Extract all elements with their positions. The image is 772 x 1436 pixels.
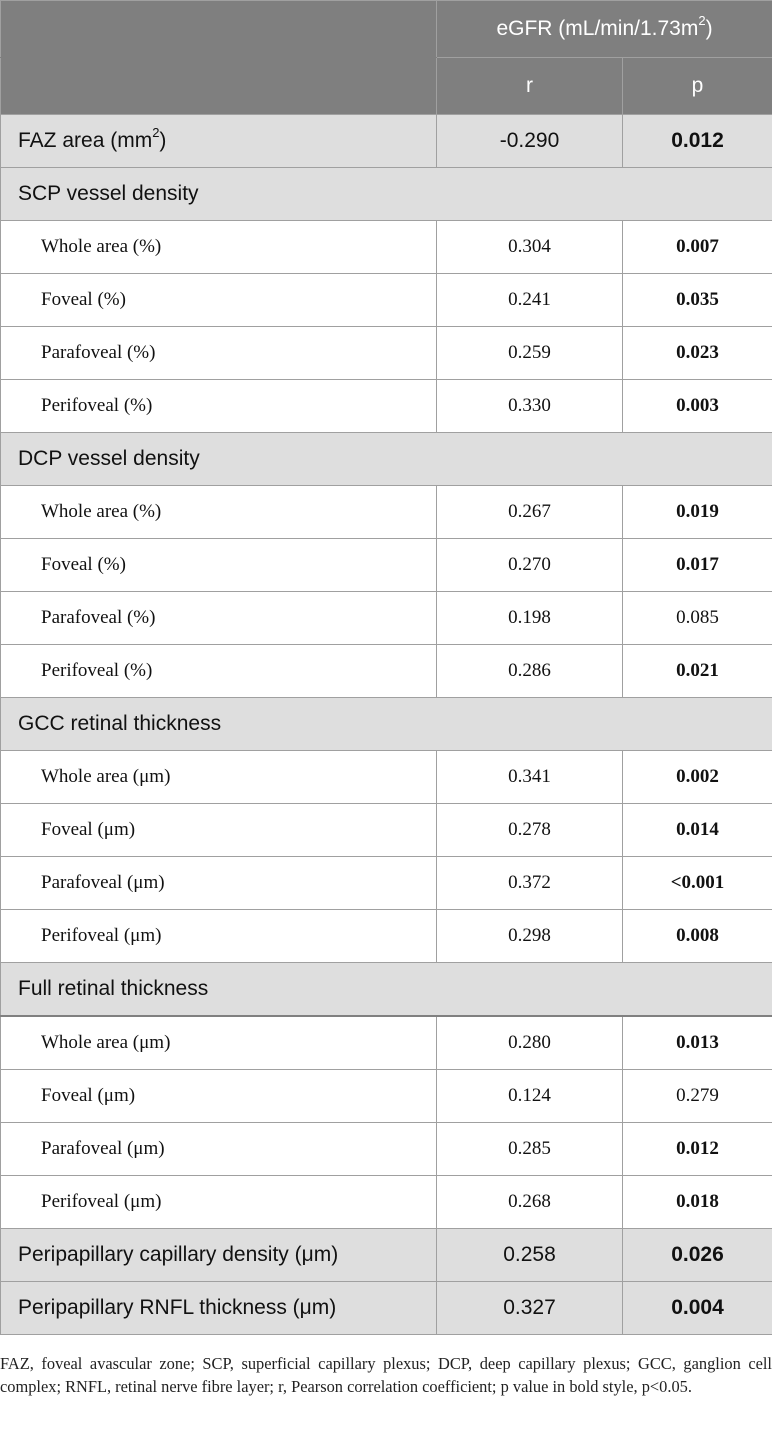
table-row-peripapillary-capillary <box>1 1229 772 1282</box>
section-header-scp <box>1 168 772 221</box>
section-title: GCC retinal thickness <box>1 698 772 751</box>
table-row <box>1 910 772 963</box>
row-label: Parafoveal (%) <box>1 592 437 645</box>
r-value: 0.268 <box>437 1176 623 1229</box>
p-value: 0.085 <box>623 592 772 645</box>
r-value: 0.327 <box>437 1282 623 1335</box>
r-value: 0.124 <box>437 1070 623 1123</box>
p-value: 0.004 <box>623 1282 772 1335</box>
row-label: Foveal (%) <box>1 274 437 327</box>
r-value: -0.290 <box>437 115 623 168</box>
row-label: Perifoveal (μm) <box>1 910 437 963</box>
section-title: SCP vessel density <box>1 168 772 221</box>
row-label: Foveal (%) <box>1 539 437 592</box>
row-label: Peripapillary capillary density (μm) <box>1 1229 437 1282</box>
p-value: 0.008 <box>623 910 772 963</box>
row-label: Parafoveal (μm) <box>1 857 437 910</box>
r-value: 0.259 <box>437 327 623 380</box>
r-value: 0.280 <box>437 1016 623 1070</box>
p-value: 0.014 <box>623 804 772 857</box>
p-value: 0.021 <box>623 645 772 698</box>
table-row <box>1 1070 772 1123</box>
row-label: Perifoveal (μm) <box>1 1176 437 1229</box>
row-label: Parafoveal (μm) <box>1 1123 437 1176</box>
row-label: Whole area (%) <box>1 221 437 274</box>
r-value: 0.298 <box>437 910 623 963</box>
header-corner-cell <box>1 1 437 58</box>
row-label: Whole area (μm) <box>1 1016 437 1070</box>
r-value: 0.286 <box>437 645 623 698</box>
p-value: 0.017 <box>623 539 772 592</box>
p-value: 0.012 <box>623 1123 772 1176</box>
header-p: p <box>623 58 772 115</box>
r-value: 0.241 <box>437 274 623 327</box>
p-value: 0.012 <box>623 115 772 168</box>
r-value: 0.330 <box>437 380 623 433</box>
section-header-dcp <box>1 433 772 486</box>
p-value: 0.007 <box>623 221 772 274</box>
table-row <box>1 804 772 857</box>
p-value: 0.026 <box>623 1229 772 1282</box>
r-value: 0.278 <box>437 804 623 857</box>
p-value: 0.279 <box>623 1070 772 1123</box>
table-row <box>1 327 772 380</box>
p-value: 0.035 <box>623 274 772 327</box>
table-row <box>1 751 772 804</box>
row-label: Whole area (μm) <box>1 751 437 804</box>
row-label: Parafoveal (%) <box>1 327 437 380</box>
r-value: 0.304 <box>437 221 623 274</box>
table-row <box>1 645 772 698</box>
r-value: 0.198 <box>437 592 623 645</box>
p-value: 0.003 <box>623 380 772 433</box>
table-row-peripapillary-rnfl <box>1 1282 772 1335</box>
table-row <box>1 221 772 274</box>
table-footnote: FAZ, foveal avascular zone; SCP, superficial capillary plexus; DCP, deep capillary plexus; GCC, ganglion cell complex; RNFL, retinal nerve fibre layer; r, Pearson correlation coefficient; p value in bold style, p<0.05. <box>0 1354 772 1396</box>
table-row <box>1 1176 772 1229</box>
table-row <box>1 1016 772 1070</box>
table-row <box>1 486 772 539</box>
table-row-faz <box>1 115 772 168</box>
row-label: Perifoveal (%) <box>1 645 437 698</box>
p-value: 0.023 <box>623 327 772 380</box>
section-header-gcc <box>1 698 772 751</box>
row-label: Perifoveal (%) <box>1 380 437 433</box>
p-value: 0.002 <box>623 751 772 804</box>
r-value: 0.341 <box>437 751 623 804</box>
p-value: 0.013 <box>623 1016 772 1070</box>
header-r: r <box>437 58 623 115</box>
row-label: FAZ area $(mm^2)$ <box>1 115 437 168</box>
r-value: 0.258 <box>437 1229 623 1282</box>
table-row <box>1 857 772 910</box>
row-label: Foveal (μm) <box>1 804 437 857</box>
header-corner-cell-lower <box>1 58 437 115</box>
r-value: 0.285 <box>437 1123 623 1176</box>
table-row <box>1 539 772 592</box>
section-title: DCP vessel density <box>1 433 772 486</box>
r-value: 0.267 <box>437 486 623 539</box>
row-label: Peripapillary RNFL thickness (μm) <box>1 1282 437 1335</box>
section-title: Full retinal thickness <box>1 963 772 1017</box>
p-value: 0.019 <box>623 486 772 539</box>
table-row <box>1 592 772 645</box>
row-label: Foveal (μm) <box>1 1070 437 1123</box>
table-row <box>1 1123 772 1176</box>
r-value: 0.270 <box>437 539 623 592</box>
p-value: 0.018 <box>623 1176 772 1229</box>
header-egfr: eGFR $(mL/\min/1.73m^2)$ <box>437 1 772 58</box>
table-header <box>1 1 772 115</box>
p-value: <0.001 <box>623 857 772 910</box>
row-label: Whole area (%) <box>1 486 437 539</box>
table-row <box>1 274 772 327</box>
r-value: 0.372 <box>437 857 623 910</box>
section-header-full <box>1 963 772 1017</box>
table-row <box>1 380 772 433</box>
